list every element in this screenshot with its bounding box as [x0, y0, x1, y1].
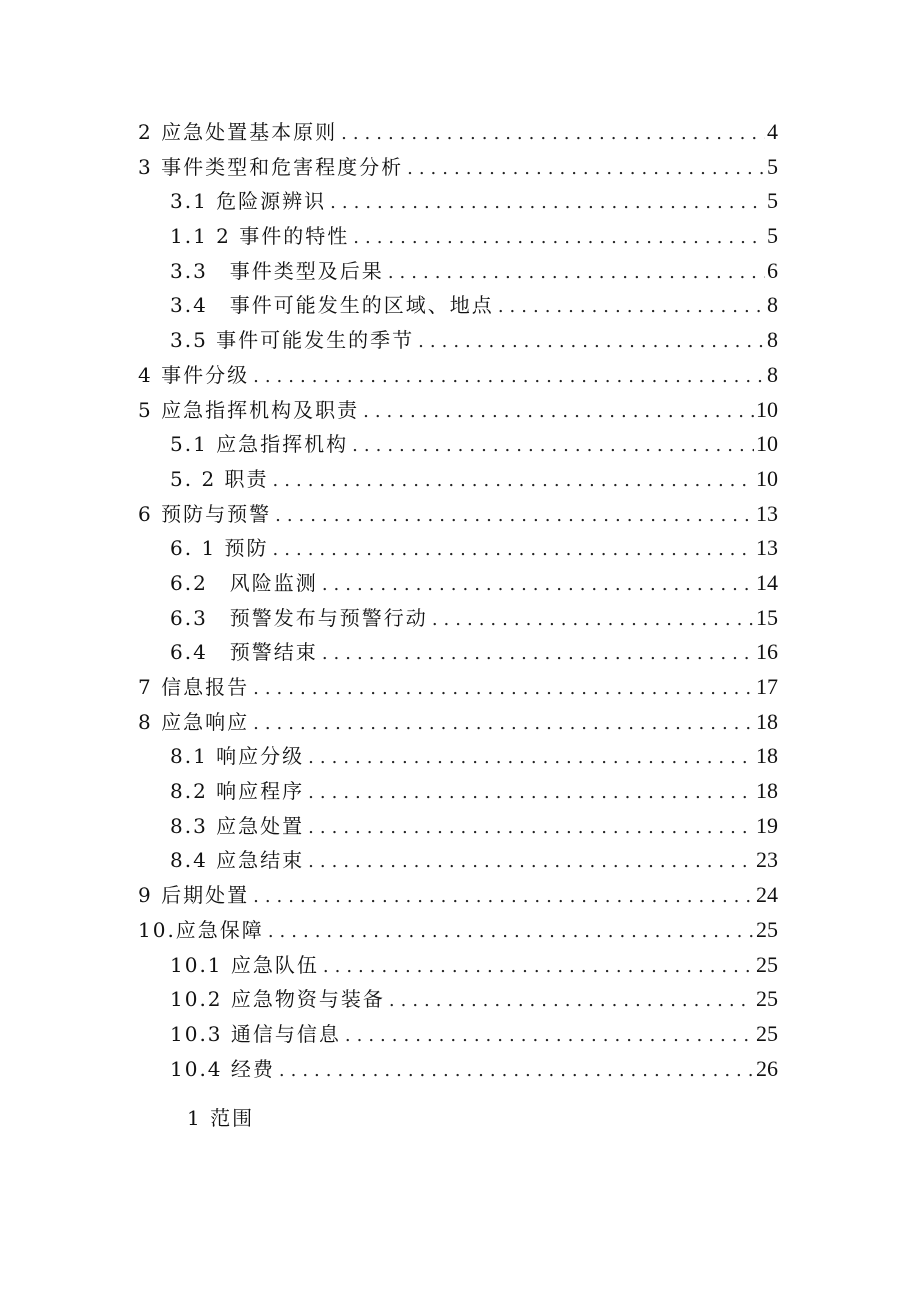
toc-entry-page-number: 13 [756, 500, 778, 526]
toc-dot-leader [418, 325, 765, 360]
toc-entry-page-number: 25 [756, 916, 778, 942]
toc-entry-title: 6. 1 预防 [170, 536, 269, 561]
toc-dot-leader [363, 395, 754, 430]
toc-entry-title: 10.3 通信与信息 [170, 1021, 341, 1046]
toc-entry-title: 6.4 预警结束 [170, 640, 318, 665]
toc-entry[interactable] [138, 670, 778, 705]
toc-dot-leader [345, 1019, 754, 1054]
toc-dot-leader [388, 256, 765, 291]
toc-entry-title: 3.5 事件可能发生的季节 [170, 328, 415, 353]
toc-entry[interactable] [138, 843, 778, 878]
toc-dot-leader [498, 290, 765, 325]
toc-dot-leader [253, 360, 765, 395]
toc-dot-leader [253, 880, 754, 915]
toc-dot-leader [253, 672, 754, 707]
toc-entry-title: 2 应急处置基本原则 [138, 120, 338, 144]
toc-entry-title: 9 后期处置 [138, 883, 250, 908]
toc-entry-title: 8 应急响应 [138, 709, 250, 734]
toc-entry-page-number: 6 [767, 257, 778, 283]
section-heading: 1 范围 [187, 1106, 255, 1130]
toc-entry-title: 10.2 应急物资与装备 [170, 987, 385, 1012]
toc-entry-page-number: 5 [767, 223, 778, 249]
toc-entry-title: 5.1 应急指挥机构 [170, 432, 349, 457]
toc-entry-title: 8.3 应急处置 [170, 813, 305, 838]
toc-entry-page-number: 25 [756, 1020, 778, 1046]
toc-entry-page-number: 24 [756, 882, 778, 908]
toc-dot-leader [308, 845, 754, 880]
toc-entry[interactable] [138, 115, 778, 150]
toc-dot-leader [432, 603, 754, 638]
toc-entry-page-number: 18 [756, 778, 778, 804]
table-of-contents [138, 115, 778, 1086]
toc-entry[interactable] [138, 913, 778, 948]
toc-dot-leader [279, 1054, 754, 1089]
toc-dot-leader [253, 707, 754, 742]
toc-entry-page-number: 10 [756, 396, 778, 422]
toc-entry-page-number: 8 [767, 327, 778, 353]
toc-dot-leader [275, 499, 754, 534]
toc-entry[interactable] [138, 288, 778, 323]
toc-entry-title: 5 应急指挥机构及职责 [138, 397, 360, 422]
toc-entry-title: 8.4 应急结束 [170, 848, 305, 873]
toc-dot-leader [389, 984, 754, 1019]
toc-entry-title: 10.1 应急队伍 [170, 952, 319, 977]
toc-dot-leader [273, 464, 754, 499]
toc-entry-page-number: 4 [767, 119, 778, 144]
toc-dot-leader [352, 429, 754, 464]
toc-entry-title: 1.1 2 事件的特性 [170, 224, 350, 249]
toc-entry[interactable] [138, 323, 778, 358]
toc-entry-page-number: 13 [756, 535, 778, 561]
toc-entry-page-number: 25 [756, 951, 778, 977]
toc-entry-title: 4 事件分级 [138, 362, 250, 387]
toc-entry-page-number: 25 [756, 986, 778, 1012]
toc-entry-page-number: 14 [756, 569, 778, 595]
toc-entry-title: 10.应急保障 [138, 917, 264, 942]
toc-entry[interactable] [138, 531, 778, 566]
toc-dot-leader [330, 186, 765, 221]
toc-entry[interactable] [138, 150, 778, 185]
toc-dot-leader [268, 915, 754, 950]
toc-entry-page-number: 16 [756, 639, 778, 665]
toc-entry[interactable] [138, 462, 778, 497]
toc-entry-title: 3.1 危险源辨识 [170, 189, 327, 214]
toc-entry[interactable] [138, 497, 778, 532]
toc-entry[interactable] [138, 1052, 778, 1087]
toc-entry-title: 6.2 风险监测 [170, 570, 318, 595]
toc-entry-title: 7 信息报告 [138, 675, 250, 699]
toc-entry[interactable] [138, 878, 778, 913]
toc-dot-leader [322, 637, 754, 672]
toc-entry[interactable] [138, 601, 778, 636]
toc-entry-title: 3.3 事件类型及后果 [170, 258, 384, 283]
toc-dot-leader [273, 533, 754, 568]
toc-entry[interactable] [138, 427, 778, 462]
toc-entry-title: 6 预防与预警 [138, 501, 272, 526]
toc-entry-title: 8.1 响应分级 [170, 744, 305, 769]
toc-entry[interactable] [138, 948, 778, 983]
toc-entry-page-number: 26 [756, 1055, 778, 1081]
toc-entry-page-number: 8 [767, 361, 778, 387]
toc-dot-leader [322, 568, 754, 603]
toc-entry[interactable] [138, 358, 778, 393]
toc-entry-title: 8.2 响应程序 [170, 779, 305, 804]
toc-entry-title: 5. 2 职责 [170, 466, 269, 491]
toc-entry-title: 10.4 经费 [170, 1056, 275, 1081]
toc-entry[interactable] [138, 566, 778, 601]
toc-entry-page-number: 17 [756, 674, 778, 699]
toc-dot-leader [308, 776, 754, 811]
toc-entry[interactable] [138, 254, 778, 289]
toc-entry[interactable] [138, 739, 778, 774]
toc-entry[interactable] [138, 809, 778, 844]
toc-entry-page-number: 15 [756, 604, 778, 630]
toc-entry-title: 3.4 事件可能发生的区域、地点 [170, 293, 494, 318]
toc-entry-page-number: 10 [756, 465, 778, 491]
toc-entry-page-number: 8 [767, 292, 778, 318]
toc-dot-leader [407, 152, 765, 187]
toc-dot-leader [308, 741, 754, 776]
toc-dot-leader [323, 950, 754, 985]
toc-entry-page-number: 10 [756, 431, 778, 457]
toc-entry-title: 6.3 预警发布与预警行动 [170, 605, 428, 630]
toc-entry[interactable] [138, 184, 778, 219]
toc-entry-page-number: 5 [767, 153, 778, 179]
toc-entry-title: 3 事件类型和危害程度分析 [138, 154, 404, 179]
toc-entry[interactable] [138, 705, 778, 740]
toc-dot-leader [341, 117, 765, 152]
toc-entry-page-number: 5 [767, 188, 778, 214]
toc-entry-page-number: 18 [756, 743, 778, 769]
toc-entry-page-number: 23 [756, 847, 778, 873]
toc-dot-leader [353, 221, 765, 256]
toc-entry[interactable] [138, 393, 778, 428]
toc-dot-leader [308, 811, 754, 846]
toc-entry[interactable] [138, 982, 778, 1017]
toc-entry-page-number: 18 [756, 708, 778, 734]
toc-entry-page-number: 19 [756, 812, 778, 838]
toc-entry[interactable] [138, 635, 778, 670]
toc-entry[interactable] [138, 1017, 778, 1052]
toc-entry[interactable] [138, 219, 778, 254]
toc-entry[interactable] [138, 774, 778, 809]
